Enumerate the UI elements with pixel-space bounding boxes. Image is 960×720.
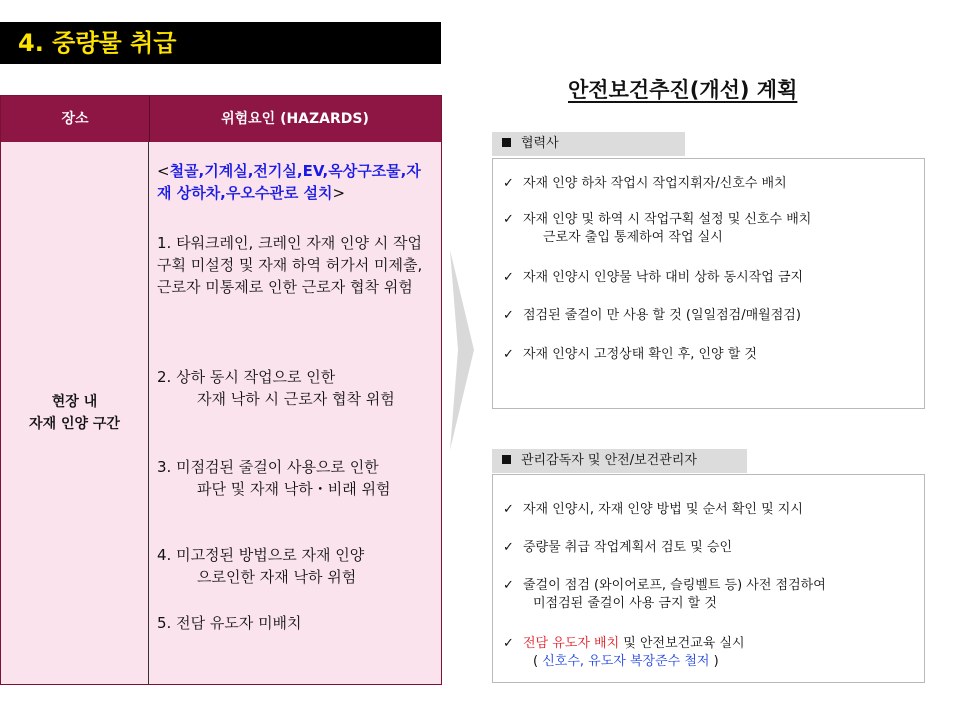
check-icon: ✓	[503, 578, 514, 593]
contractor-item-3	[503, 269, 803, 287]
hazard-table	[0, 95, 442, 685]
plan-title: 안전보건추진(개선) 계획	[568, 78, 798, 102]
column-header-location: 장소	[1, 96, 150, 142]
item-text: 자재 인양시 인양물 낙하 대비 상하 동시작업 금지	[523, 270, 804, 285]
item-subtext: 미점검된 줄걸이 사용 금지 할 것	[533, 596, 717, 611]
check-icon: ✓	[503, 347, 514, 362]
location-line-1: 현장 내	[51, 394, 98, 410]
manager-item-2	[503, 539, 732, 557]
hazard-table-header	[1, 96, 441, 142]
chevron-arrow-icon	[450, 250, 474, 450]
hazard-item-5	[157, 612, 435, 634]
hazard-item-subtext: 파단 및 자재 낙하・비래 위험	[197, 480, 391, 498]
hazard-item-text: 1. 타워크레인, 크레인 자재 인양 시 작업구획 미설정 및 자재 하역 허가서 미제출, 근로자 미통제로 인한 근로자 협착 위험	[157, 234, 423, 296]
contractor-box	[492, 158, 925, 409]
sub-highlight: 신호수, 유도자 복장준수 철저	[542, 654, 710, 669]
hazard-item-subtext: 자재 낙하 시 근로자 협착 위험	[197, 390, 395, 408]
check-icon: ✓	[503, 540, 514, 555]
item-text: 자재 인양시 고정상태 확인 후, 인양 할 것	[523, 347, 757, 362]
contractor-item-1	[503, 175, 787, 193]
hazards-cell	[149, 142, 441, 684]
contractor-item-5	[503, 346, 757, 364]
hazard-table-body	[1, 142, 441, 684]
item-subtext: 근로자 출입 통제하여 작업 실시	[543, 230, 723, 245]
contractor-label	[492, 132, 685, 156]
hazard-item-2	[157, 366, 435, 410]
work-scope	[157, 160, 433, 204]
item-text: 자재 인양 및 하역 시 작업구획 설정 및 신호수 배치	[523, 212, 812, 227]
check-icon: ✓	[503, 308, 514, 323]
manager-item-3	[503, 577, 826, 613]
item-text: 자재 인양 하차 작업시 작업지휘자/신호수 배치	[523, 176, 787, 191]
check-icon: ✓	[503, 502, 514, 517]
square-bullet-icon	[502, 138, 511, 147]
column-header-hazards: 위험요인 (HAZARDS)	[221, 111, 369, 127]
check-icon: ✓	[503, 270, 514, 285]
scope-close-bracket: >	[332, 184, 346, 202]
scope-text: 철골,기계실,전기실,EV,옥상구조물,자재 상하차,우오수관로 설치	[157, 162, 421, 202]
location-cell	[1, 142, 149, 684]
manager-item-4	[503, 635, 745, 671]
section-title: 4. 중량물 취급	[0, 22, 441, 64]
item-text: 점검된 줄걸이 만 사용 할 것 (일일점검/매월점검)	[523, 308, 801, 323]
hazard-item-text: 2. 상하 동시 작업으로 인한	[157, 368, 336, 386]
contractor-label-text: 협력사	[521, 136, 559, 151]
location-line-2: 자재 인양 구간	[29, 416, 120, 432]
manager-item-1	[503, 501, 803, 519]
check-icon: ✓	[503, 212, 514, 227]
item-text-highlight: 전담 유도자 배치	[523, 636, 620, 651]
hazard-item-4	[157, 544, 435, 588]
manager-box	[492, 474, 925, 683]
hazard-item-3	[157, 456, 435, 500]
square-bullet-icon	[502, 455, 511, 464]
hazard-item-text: 5. 전담 유도자 미배치	[157, 614, 302, 632]
check-icon: ✓	[503, 636, 514, 651]
hazard-item-1	[157, 232, 435, 298]
item-subtext	[503, 653, 745, 671]
item-text: 중량물 취급 작업계획서 검토 및 승인	[523, 540, 733, 555]
hazard-item-text: 3. 미점검된 줄걸이 사용으로 인한	[157, 458, 379, 476]
contractor-item-2	[503, 211, 811, 247]
item-text: 및 안전보건교육 실시	[619, 636, 745, 651]
hazard-item-text: 4. 미고정된 방법으로 자재 인양	[157, 546, 365, 564]
sub-open: (	[533, 654, 543, 669]
check-icon: ✓	[503, 176, 514, 191]
manager-label-text: 관리감독자 및 안전/보건관리자	[521, 453, 697, 468]
hazard-item-subtext: 으로인한 자재 낙하 위험	[197, 568, 357, 586]
manager-label	[492, 449, 747, 473]
item-text: 줄걸이 점검 (와이어로프, 슬링벨트 등) 사전 점검하여	[523, 578, 826, 593]
contractor-item-4	[503, 307, 801, 325]
sub-close: )	[709, 654, 719, 669]
scope-open-bracket: <	[157, 162, 170, 180]
item-text: 자재 인양시, 자재 인양 방법 및 순서 확인 및 지시	[523, 502, 803, 517]
